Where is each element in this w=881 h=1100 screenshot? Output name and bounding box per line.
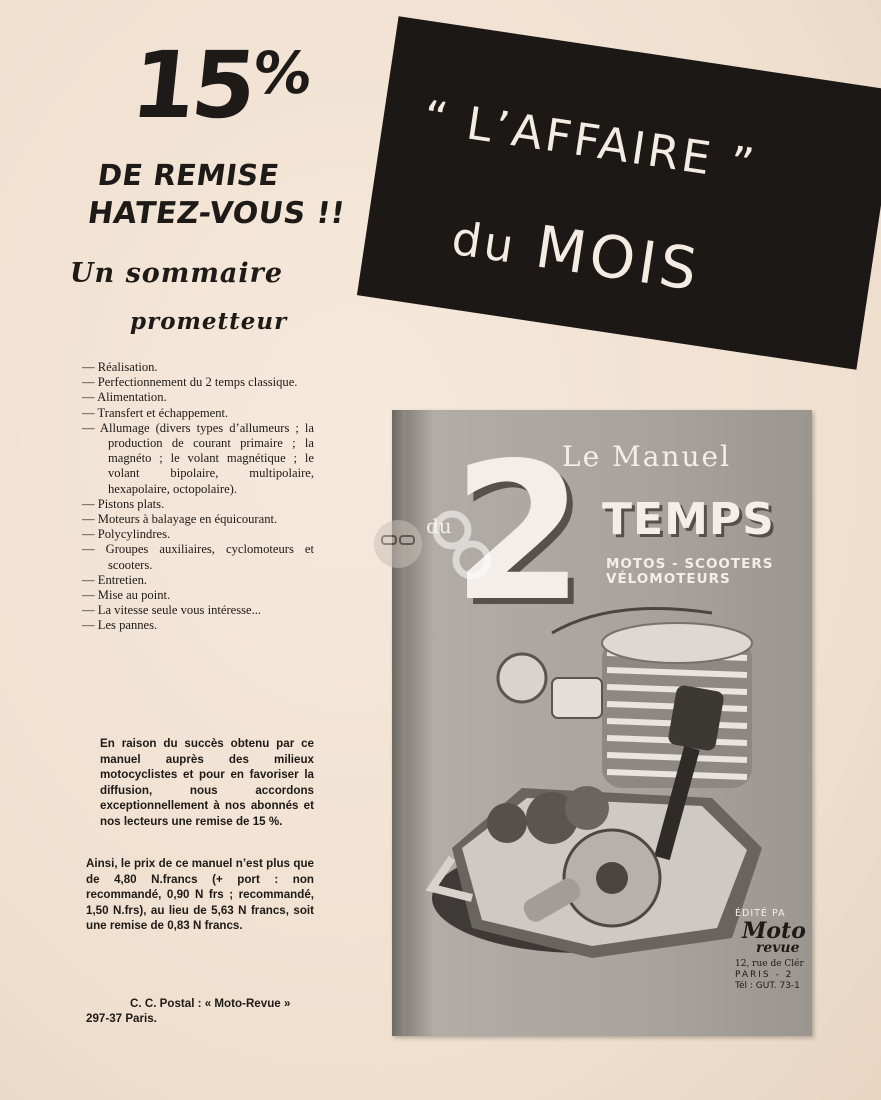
price-paragraph: Ainsi, le prix de ce manuel n’est plus que de 4,80 N.francs (+ port : non recommandé, 0,90 N frs ; recommandé, 1,50 N.frs), au lieu de 5,63 N francs, soit une remise de 0,83 N francs. — [86, 857, 314, 933]
summary-item: — Groupes auxiliaires, cyclomoteurs et scooters. — [82, 542, 314, 572]
postal-info — [86, 996, 336, 1026]
book-subtitle-line2: VÉLOMOTEURS — [606, 571, 731, 587]
discount-value: 15 — [126, 32, 258, 139]
discount-line-remise: DE REMISE — [95, 158, 282, 192]
affaire-banner — [357, 16, 881, 370]
publisher-label: ÉDITÉ PA — [735, 908, 786, 919]
summary-title-line1: Un sommaire — [70, 258, 284, 289]
book-subtitle-line1: MOTOS - SCOOTERS — [606, 556, 774, 572]
publisher-logo-revue: revue — [756, 940, 800, 956]
postal-city: 297-37 Paris. — [86, 1012, 157, 1025]
summary-item: — Perfectionnement du 2 temps classique. — [82, 375, 314, 390]
banner-mois: MOIS — [531, 212, 706, 305]
summary-item: — Réalisation. — [82, 360, 314, 375]
summary-item: — Allumage (divers types d’allumeurs ; la production de courant primaire ; la magnéto ; le volant magnétique ; le volant bipolaire, multipolaire, hexapolaire, octopolaire). — [82, 421, 314, 497]
discount-percent — [126, 32, 312, 139]
book-title-number: 2 — [452, 422, 585, 643]
summary-title-line2: prometteur — [130, 308, 288, 335]
banner-affaire-text: “ L’AFFAIRE ” — [420, 90, 761, 193]
book-title-du: du — [426, 514, 452, 538]
publisher-phone: Tél : GUT. 73-1 — [735, 981, 800, 991]
summary-item: — Moteurs à balayage en équicourant. — [82, 512, 314, 527]
summary-item: — Pistons plats. — [82, 497, 314, 512]
engine-illustration — [412, 598, 792, 988]
publisher-address-city: PARIS - 2 — [735, 970, 794, 980]
summary-item: — Mise au point. — [82, 588, 314, 603]
watermark-logo — [372, 500, 518, 596]
summary-list — [82, 360, 314, 634]
promo-paragraph: En raison du succès obtenu par ce manuel auprès des milieux motocyclistes et pour en favoriser la diffusion, nous accordons exceptionnellement à nos abonnés et nos lecteurs une remise de 15 %. — [100, 737, 314, 828]
summary-item: — Entretien. — [82, 573, 314, 588]
book-title-temps: TEMPS — [602, 494, 775, 545]
summary-item: — La vitesse seule vous intéresse... — [82, 603, 314, 618]
summary-item: — Polycylindres. — [82, 527, 314, 542]
postal-account: C. C. Postal : « Moto-Revue » — [130, 997, 291, 1010]
book-title-le-manuel: Le Manuel — [562, 440, 732, 473]
publisher-logo-moto: Moto — [742, 918, 806, 944]
banner-du: du — [448, 210, 521, 274]
summary-item: — Transfert et échappement. — [82, 406, 314, 421]
discount-line-hatez: HATEZ-VOUS !! — [85, 196, 348, 231]
publisher-address-street: 12, rue de Clér — [735, 959, 804, 969]
summary-item: — Alimentation. — [82, 390, 314, 405]
percent-sign: % — [249, 39, 312, 107]
summary-item: — Les pannes. — [82, 618, 314, 633]
